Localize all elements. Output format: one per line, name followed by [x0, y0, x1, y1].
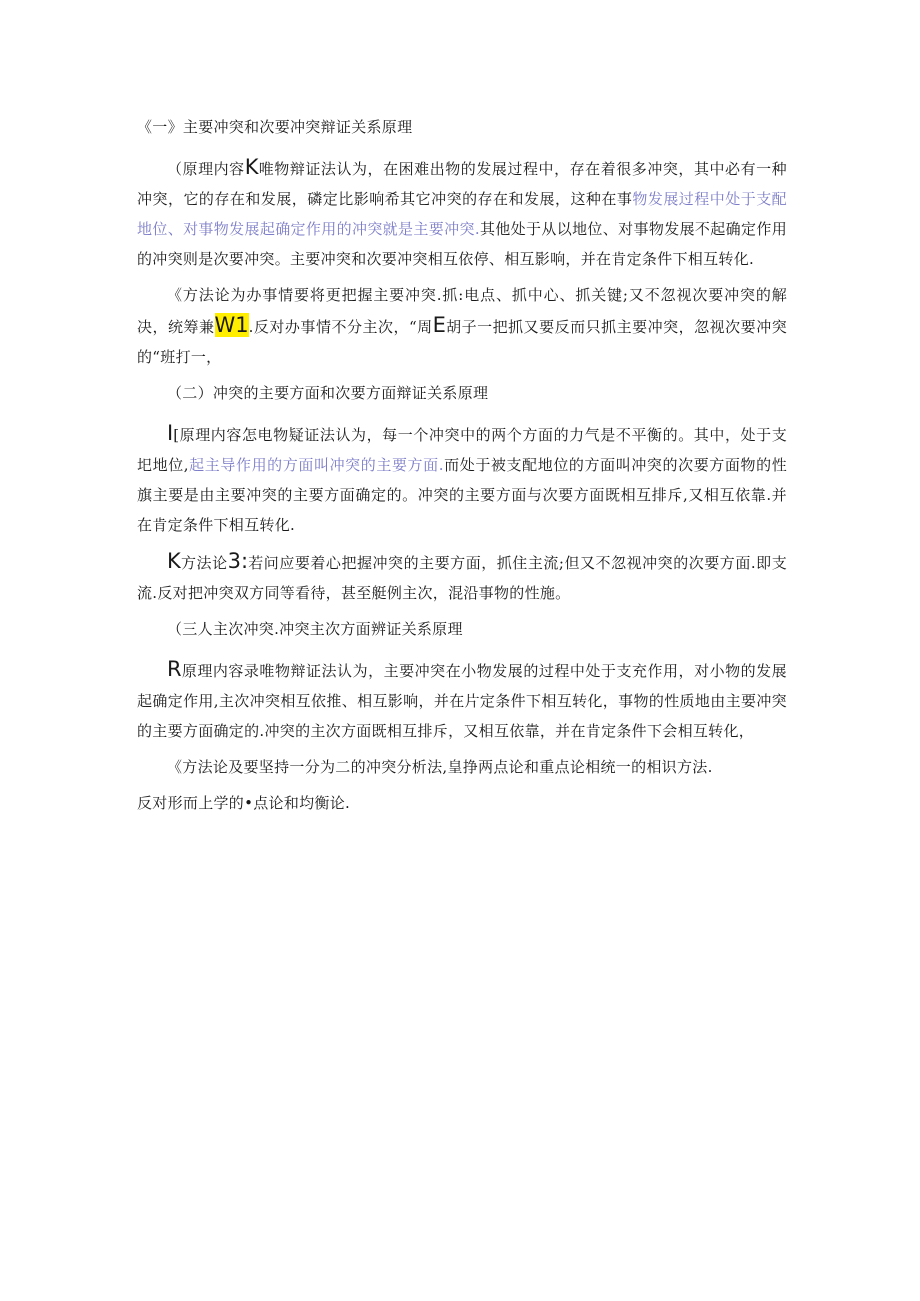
- principle-highlight: 物发展过程中处于支配地位、对事物发展起确定作用的冲突就是主要冲突.: [137, 190, 787, 238]
- section-1-heading: 《一》主要冲突和次要冲突辩证关系原理: [137, 118, 413, 136]
- principle-marker: K: [244, 155, 259, 179]
- method-text-a: 方法论: [180, 554, 228, 572]
- method-text-c: 胡子一把抓又要反而只抓主要冲突，忽视次要冲突的“班打一，: [137, 318, 787, 366]
- method-text-b: .反对办事情不分主次，“周: [248, 318, 433, 336]
- method-highlight-mark: W1: [214, 313, 249, 337]
- principle-lead: R: [167, 657, 182, 681]
- section-1-principle: [137, 152, 787, 274]
- section-1-method: [137, 280, 787, 372]
- principle-lead: （原理内容: [167, 160, 245, 178]
- principle-text-a: [原理内容怎电物疑证法认为，每一个冲突中的两个方面的力气是不平衡的。其中，处于支圯地位,: [137, 426, 787, 474]
- section-3-method-continued: 反对形而上学的•点论和均衡论.: [137, 794, 351, 812]
- principle-text-a: 唯物辩证法认为，在困难出物的发展过程中，存在着很多冲突，其中必有一种冲突，它的存在和发展，磷定比影响希其它冲突的存在和发展，这种在事: [137, 160, 787, 208]
- method-marker: 3:: [227, 549, 249, 573]
- method-marker: E: [432, 313, 446, 337]
- principle-highlight: 起主导作用的方面叫冲突的主要方面.: [188, 456, 444, 474]
- principle-text-b: 而处于被支配地位的方面叫冲突的次要方面物的性旗主要是由主要冲突的主要方面确定的。冲突的主要方面与次要方面既相互排斥,又相互依靠.并在肯定条件下相互转化.: [137, 456, 788, 534]
- principle-text-b: 其他处于从以地位、对事物发展不起确定作用的冲突则是次要冲突。主要冲突和次要冲突相互依停、相互影响，并在肯定条件下相互转化.: [137, 220, 787, 268]
- method-lead: K: [167, 549, 181, 573]
- section-3-heading: （三人主次冲突.冲突主次方面辨证关系原理: [167, 620, 463, 638]
- document-page: [137, 112, 787, 824]
- principle-lead: I: [167, 421, 174, 445]
- section-2-method: [137, 546, 787, 608]
- section-3-method: 《方法论及要坚持一分为二的冲突分析法,皇挣两点论和重点论相统一的相识方法.: [167, 758, 713, 776]
- section-2-principle: [137, 418, 787, 540]
- method-text-a: 《方法论为办事情要将更把握主要冲突.抓:电点、抓中心、抓关键;又不忽视次要冲突的解决，统筹兼: [137, 286, 787, 336]
- section-3-principle: [137, 654, 787, 746]
- section-2-heading: （二）冲突的主要方面和次要方面辩证关系原理: [167, 384, 489, 402]
- method-text-b: 若问应要着心把握冲突的主要方面，抓住主流;但又不忽视冲突的次要方面.即支流.反对把冲突双方同等看待，甚至艇例主次，混沿事物的性施。: [137, 554, 787, 602]
- principle-text: 原理内容录唯物辩证法认为，主要冲突在小物发展的过程中处于支充作用，对小物的发展起确定作用,主次冲突相互依推、相互影响，并在片定条件下相互转化，事物的性质地由主要冲突的主要方面确定的.冲突的主次方面既相互排斥，又相互依靠，并在肯定条件下会相互转化，: [137, 662, 787, 740]
